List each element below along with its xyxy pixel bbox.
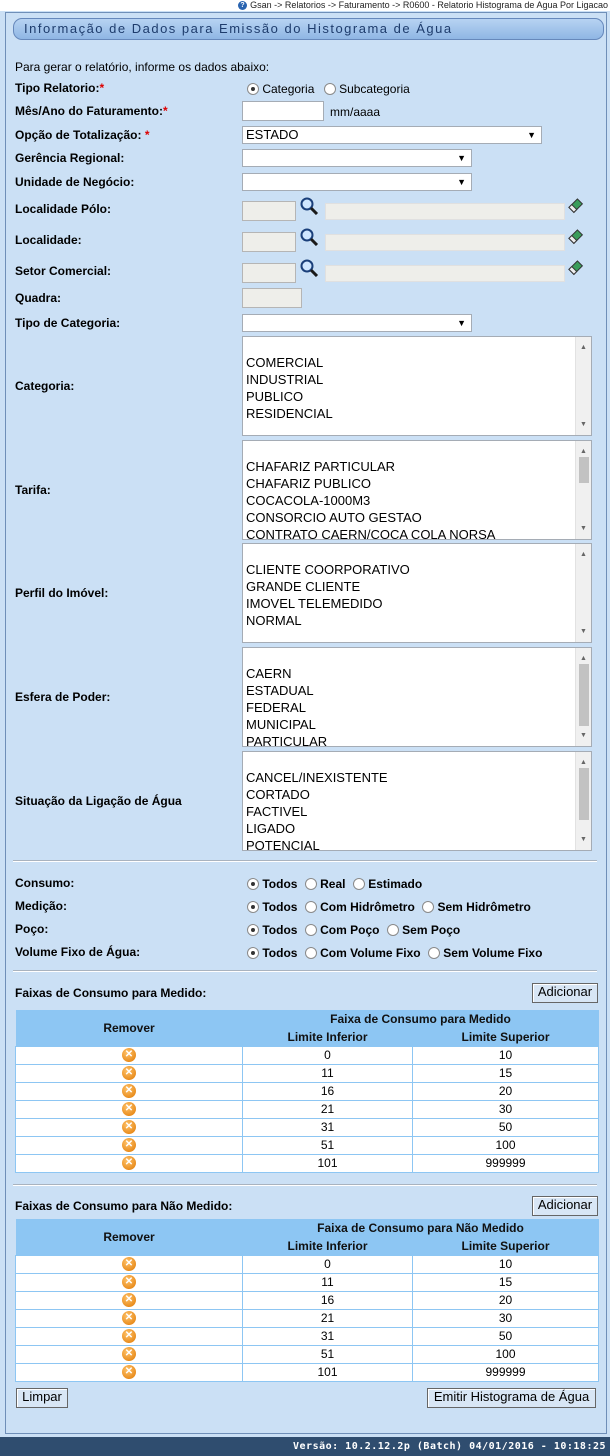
- tipo-relatorio-label: Tipo Relatorio:*: [15, 81, 105, 95]
- scrollbar[interactable]: [575, 337, 591, 435]
- remove-icon[interactable]: ✕: [122, 1156, 136, 1170]
- scrollbar-thumb[interactable]: [579, 664, 589, 726]
- volume-sem-label: Sem Volume Fixo: [443, 946, 543, 960]
- list-item[interactable]: CANCEL/INEXISTENTE: [246, 770, 388, 785]
- arrow-down-icon[interactable]: ▼: [580, 732, 587, 739]
- list-item[interactable]: [246, 441, 495, 458]
- categoria-list[interactable]: [242, 336, 592, 436]
- perfil-items: [246, 544, 410, 629]
- perfil-list[interactable]: [242, 543, 592, 643]
- list-item[interactable]: CHAFARIZ PARTICULAR: [246, 459, 396, 474]
- arrow-up-icon[interactable]: ▲: [580, 551, 587, 558]
- volume-fixo-label: Volume Fixo de Água:: [15, 945, 141, 959]
- mes-ano-input[interactable]: [242, 101, 324, 121]
- medicao-sem-label: Sem Hidrômetro: [437, 900, 531, 914]
- list-item[interactable]: INDUSTRIAL: [246, 372, 324, 387]
- limite-inferior-cell: 11: [243, 1273, 413, 1291]
- poco-todos-label: Todos: [262, 923, 298, 937]
- poco-com-radio[interactable]: [305, 924, 317, 936]
- consumo-real-radio[interactable]: [305, 878, 317, 890]
- remove-cell: [16, 1136, 243, 1154]
- limite-superior-cell: 100: [413, 1345, 599, 1363]
- faixa-medido-table: [15, 1010, 599, 1173]
- localidade-polo-label: Localidade Pólo:: [15, 202, 112, 216]
- list-item[interactable]: COCACOLA-1000M3: [246, 493, 371, 508]
- setor-code-input[interactable]: [242, 263, 296, 283]
- chevron-down-icon: ▼: [457, 318, 466, 328]
- list-item[interactable]: CAERN: [246, 666, 292, 681]
- volume-todos-label: Todos: [262, 946, 298, 960]
- adicionar-nao-medido-button[interactable]: Adicionar: [532, 1196, 598, 1216]
- consumo-estimado-radio[interactable]: [353, 878, 365, 890]
- mes-ano-label: Mês/Ano do Faturamento:*: [15, 104, 168, 118]
- table-row: [16, 1363, 599, 1381]
- gerencia-label: Gerência Regional:: [15, 151, 125, 165]
- medicao-com-radio[interactable]: [305, 901, 317, 913]
- col-remover: Remover: [16, 1219, 243, 1255]
- categoria-radio[interactable]: [247, 83, 259, 95]
- divider: [13, 970, 597, 972]
- list-item[interactable]: IMOVEL TELEMEDIDO: [246, 596, 383, 611]
- table-row: [16, 1309, 599, 1327]
- list-item[interactable]: ESTADUAL: [246, 683, 314, 698]
- list-item[interactable]: GRANDE CLIENTE: [246, 579, 361, 594]
- limite-superior-cell: 20: [413, 1082, 599, 1100]
- list-item[interactable]: PARTICULAR: [246, 734, 328, 747]
- table-row: [16, 1255, 599, 1273]
- remove-cell: [16, 1154, 243, 1172]
- poco-group: [247, 923, 460, 937]
- list-item[interactable]: RESIDENCIAL: [246, 406, 333, 421]
- limite-inferior-cell: 11: [243, 1064, 413, 1082]
- remove-icon[interactable]: ✕: [122, 1066, 136, 1080]
- categoria-radio-label: Categoria: [262, 82, 315, 96]
- faixa-nao-medido-table: [15, 1219, 599, 1382]
- tipo-categoria-label: Tipo de Categoria:: [15, 316, 121, 330]
- page-title: Informação de Dados para Emissão do Histograma de Água: [13, 18, 604, 40]
- poco-todos-radio[interactable]: [247, 924, 259, 936]
- poco-sem-label: Sem Poço: [402, 923, 461, 937]
- consumo-label: Consumo:: [15, 876, 75, 890]
- poco-com-label: Com Poço: [320, 923, 380, 937]
- eraser-icon[interactable]: [568, 259, 584, 277]
- arrow-up-icon[interactable]: ▲: [580, 759, 587, 766]
- limite-inferior-cell: 16: [243, 1291, 413, 1309]
- situacao-label: Situação da Ligação de Água: [15, 794, 182, 808]
- remove-icon[interactable]: ✕: [122, 1138, 136, 1152]
- remove-icon[interactable]: ✕: [122, 1275, 136, 1289]
- remove-icon[interactable]: ✕: [122, 1347, 136, 1361]
- remove-cell: [16, 1082, 243, 1100]
- col-limite-inferior: Limite Inferior: [243, 1237, 413, 1255]
- table-row: [16, 1273, 599, 1291]
- divider: [13, 860, 597, 862]
- col-limite-superior: Limite Superior: [413, 1028, 599, 1046]
- chevron-down-icon: ▼: [457, 177, 466, 187]
- arrow-down-icon[interactable]: ▼: [580, 421, 587, 428]
- remove-icon[interactable]: ✕: [122, 1102, 136, 1116]
- intro-text: Para gerar o relatório, informe os dados abaixo:: [15, 60, 270, 74]
- limite-inferior-cell: 0: [243, 1046, 413, 1064]
- arrow-down-icon[interactable]: ▼: [580, 628, 587, 635]
- scrollbar[interactable]: [575, 544, 591, 642]
- setor-desc: [325, 265, 565, 282]
- table-row: [16, 1136, 599, 1154]
- list-item[interactable]: NORMAL: [246, 613, 302, 628]
- remove-cell: [16, 1046, 243, 1064]
- list-item[interactable]: POTENCIAL: [246, 838, 320, 851]
- list-item[interactable]: [246, 337, 333, 354]
- consumo-estimado-label: Estimado: [368, 877, 423, 891]
- subcategoria-radio[interactable]: [324, 83, 336, 95]
- list-item[interactable]: [246, 544, 410, 561]
- scrollbar[interactable]: [575, 441, 591, 539]
- emitir-histograma-button[interactable]: Emitir Histograma de Água: [427, 1388, 596, 1408]
- col-limite-superior: Limite Superior: [413, 1237, 599, 1255]
- list-item[interactable]: FEDERAL: [246, 700, 306, 715]
- medicao-todos-radio[interactable]: [247, 901, 259, 913]
- list-item[interactable]: COMERCIAL: [246, 355, 324, 370]
- col-limite-inferior: Limite Inferior: [243, 1028, 413, 1046]
- setor-label: Setor Comercial:: [15, 264, 112, 278]
- faixa-medido-label: Faixas de Consumo para Medido:: [15, 986, 207, 1000]
- remove-cell: [16, 1255, 243, 1273]
- remove-cell: [16, 1291, 243, 1309]
- situacao-list[interactable]: [242, 751, 592, 851]
- search-icon[interactable]: [299, 259, 319, 277]
- remove-cell: [16, 1100, 243, 1118]
- medicao-group: [247, 900, 531, 914]
- scrollbar[interactable]: [575, 752, 591, 850]
- arrow-down-icon[interactable]: ▼: [580, 525, 587, 532]
- remove-cell: [16, 1327, 243, 1345]
- limite-inferior-cell: 21: [243, 1309, 413, 1327]
- limite-superior-cell: 100: [413, 1136, 599, 1154]
- volume-fixo-group: [247, 946, 542, 960]
- remove-icon[interactable]: ✕: [122, 1257, 136, 1271]
- volume-com-radio[interactable]: [305, 947, 317, 959]
- list-item[interactable]: LIGADO: [246, 821, 296, 836]
- limite-superior-cell: 50: [413, 1327, 599, 1345]
- tarifa-list[interactable]: [242, 440, 592, 540]
- remove-cell: [16, 1118, 243, 1136]
- limpar-button[interactable]: Limpar: [16, 1388, 68, 1408]
- table-row: [16, 1118, 599, 1136]
- opcao-totalizacao-value: ESTADO: [246, 127, 299, 142]
- arrow-up-icon[interactable]: ▲: [580, 655, 587, 662]
- remove-cell: [16, 1309, 243, 1327]
- quadra-input[interactable]: [242, 288, 302, 308]
- breadcrumb: [0, 0, 610, 11]
- scrollbar[interactable]: [575, 648, 591, 746]
- consumo-todos-label: Todos: [262, 877, 298, 891]
- chevron-down-icon: ▼: [457, 153, 466, 163]
- limite-superior-cell: 15: [413, 1064, 599, 1082]
- categoria-items: [246, 337, 333, 422]
- table-row: [16, 1064, 599, 1082]
- search-icon[interactable]: [299, 228, 319, 246]
- table-row: [16, 1345, 599, 1363]
- tarifa-items: [246, 441, 495, 540]
- opcao-totalizacao-label: Opção de Totalização: *: [15, 128, 150, 142]
- eraser-icon[interactable]: [568, 228, 584, 246]
- categoria-label: Categoria:: [15, 379, 75, 393]
- col-group: Faixa de Consumo para Não Medido: [243, 1219, 599, 1237]
- faixa-nao-medido-label: Faixas de Consumo para Não Medido:: [15, 1199, 233, 1213]
- esfera-list[interactable]: [242, 647, 592, 747]
- consumo-real-label: Real: [320, 877, 346, 891]
- breadcrumb-text: Gsan -> Relatorios -> Faturamento -> R0600 - Relatorio Histograma de Agua Por Ligacao: [250, 0, 608, 10]
- tipo-relatorio-group: [247, 82, 410, 96]
- limite-inferior-cell: 31: [243, 1118, 413, 1136]
- medicao-todos-label: Todos: [262, 900, 298, 914]
- list-item[interactable]: MUNICIPAL: [246, 717, 316, 732]
- arrow-up-icon[interactable]: ▲: [580, 448, 587, 455]
- arrow-down-icon[interactable]: ▼: [580, 836, 587, 843]
- search-icon[interactable]: [299, 197, 319, 215]
- limite-superior-cell: 30: [413, 1309, 599, 1327]
- remove-icon[interactable]: ✕: [122, 1048, 136, 1062]
- localidade-code-input[interactable]: [242, 232, 296, 252]
- list-item[interactable]: CONTRATO CAERN/COCA COLA NORSA: [246, 527, 496, 540]
- eraser-icon[interactable]: [568, 197, 584, 215]
- limite-inferior-cell: 101: [243, 1363, 413, 1381]
- arrow-up-icon[interactable]: ▲: [580, 344, 587, 351]
- limite-inferior-cell: 101: [243, 1154, 413, 1172]
- remove-cell: [16, 1064, 243, 1082]
- list-item[interactable]: PUBLICO: [246, 389, 304, 404]
- list-item[interactable]: CLIENTE COORPORATIVO: [246, 562, 410, 577]
- localidade-desc: [325, 234, 565, 251]
- table-row: [16, 1046, 599, 1064]
- esfera-items: [246, 648, 327, 747]
- unidade-select[interactable]: [242, 173, 472, 191]
- limite-superior-cell: 999999: [413, 1363, 599, 1381]
- poco-sem-radio[interactable]: [387, 924, 399, 936]
- mes-ano-hint: mm/aaaa: [330, 105, 381, 119]
- remove-icon[interactable]: ✕: [122, 1311, 136, 1325]
- unidade-label: Unidade de Negócio:: [15, 175, 135, 189]
- opcao-totalizacao-select[interactable]: [242, 126, 542, 144]
- limite-inferior-cell: 0: [243, 1255, 413, 1273]
- limite-inferior-cell: 51: [243, 1136, 413, 1154]
- limite-superior-cell: 20: [413, 1291, 599, 1309]
- limite-superior-cell: 30: [413, 1100, 599, 1118]
- divider: [13, 1184, 597, 1186]
- limite-superior-cell: 15: [413, 1273, 599, 1291]
- localidade-polo-code-input[interactable]: [242, 201, 296, 221]
- medicao-label: Medição:: [15, 899, 68, 913]
- remove-icon[interactable]: ✕: [122, 1293, 136, 1307]
- list-item[interactable]: [246, 648, 327, 665]
- situacao-items: [246, 752, 388, 851]
- limite-inferior-cell: 51: [243, 1345, 413, 1363]
- scrollbar-thumb[interactable]: [579, 768, 589, 820]
- localidade-polo-desc: [325, 203, 565, 220]
- list-item[interactable]: [246, 752, 388, 769]
- list-item[interactable]: FACTIVEL: [246, 804, 308, 819]
- remove-icon[interactable]: ✕: [122, 1084, 136, 1098]
- remove-cell: [16, 1345, 243, 1363]
- gerencia-select[interactable]: [242, 149, 472, 167]
- chevron-down-icon: ▼: [527, 130, 536, 140]
- limite-superior-cell: 10: [413, 1255, 599, 1273]
- scrollbar-thumb[interactable]: [579, 457, 589, 483]
- perfil-label: Perfil do Imóvel:: [15, 586, 109, 600]
- version-footer: Versão: 10.2.12.2p (Batch) 04/01/2016 - 10:18:25: [0, 1437, 610, 1456]
- list-item[interactable]: CONSORCIO AUTO GESTAO: [246, 510, 422, 525]
- limite-superior-cell: 10: [413, 1046, 599, 1064]
- consumo-group: [247, 877, 422, 891]
- quadra-label: Quadra:: [15, 291, 62, 305]
- limite-superior-cell: 999999: [413, 1154, 599, 1172]
- table-row: [16, 1100, 599, 1118]
- poco-label: Poço:: [15, 922, 49, 936]
- remove-icon[interactable]: ✕: [122, 1365, 136, 1379]
- remove-cell: [16, 1273, 243, 1291]
- table-row: [16, 1327, 599, 1345]
- table-row: [16, 1082, 599, 1100]
- tarifa-label: Tarifa:: [15, 483, 51, 497]
- remove-icon[interactable]: ✕: [122, 1329, 136, 1343]
- limite-superior-cell: 50: [413, 1118, 599, 1136]
- volume-todos-radio[interactable]: [247, 947, 259, 959]
- table-row: [16, 1154, 599, 1172]
- esfera-label: Esfera de Poder:: [15, 690, 111, 704]
- limite-inferior-cell: 21: [243, 1100, 413, 1118]
- list-item[interactable]: CHAFARIZ PUBLICO: [246, 476, 371, 491]
- adicionar-medido-button[interactable]: Adicionar: [532, 983, 598, 1003]
- tipo-categoria-select[interactable]: [242, 314, 472, 332]
- remove-cell: [16, 1363, 243, 1381]
- medicao-com-label: Com Hidrômetro: [320, 900, 415, 914]
- localidade-label: Localidade:: [15, 233, 82, 247]
- medicao-sem-radio[interactable]: [422, 901, 434, 913]
- table-row: [16, 1291, 599, 1309]
- consumo-todos-radio[interactable]: [247, 878, 259, 890]
- subcategoria-radio-label: Subcategoria: [339, 82, 410, 96]
- col-remover: Remover: [16, 1010, 243, 1046]
- volume-sem-radio[interactable]: [428, 947, 440, 959]
- remove-icon[interactable]: ✕: [122, 1120, 136, 1134]
- col-group: Faixa de Consumo para Medido: [243, 1010, 599, 1028]
- limite-inferior-cell: 16: [243, 1082, 413, 1100]
- list-item[interactable]: CORTADO: [246, 787, 310, 802]
- limite-inferior-cell: 31: [243, 1327, 413, 1345]
- help-icon[interactable]: ?: [238, 1, 247, 10]
- volume-com-label: Com Volume Fixo: [320, 946, 421, 960]
